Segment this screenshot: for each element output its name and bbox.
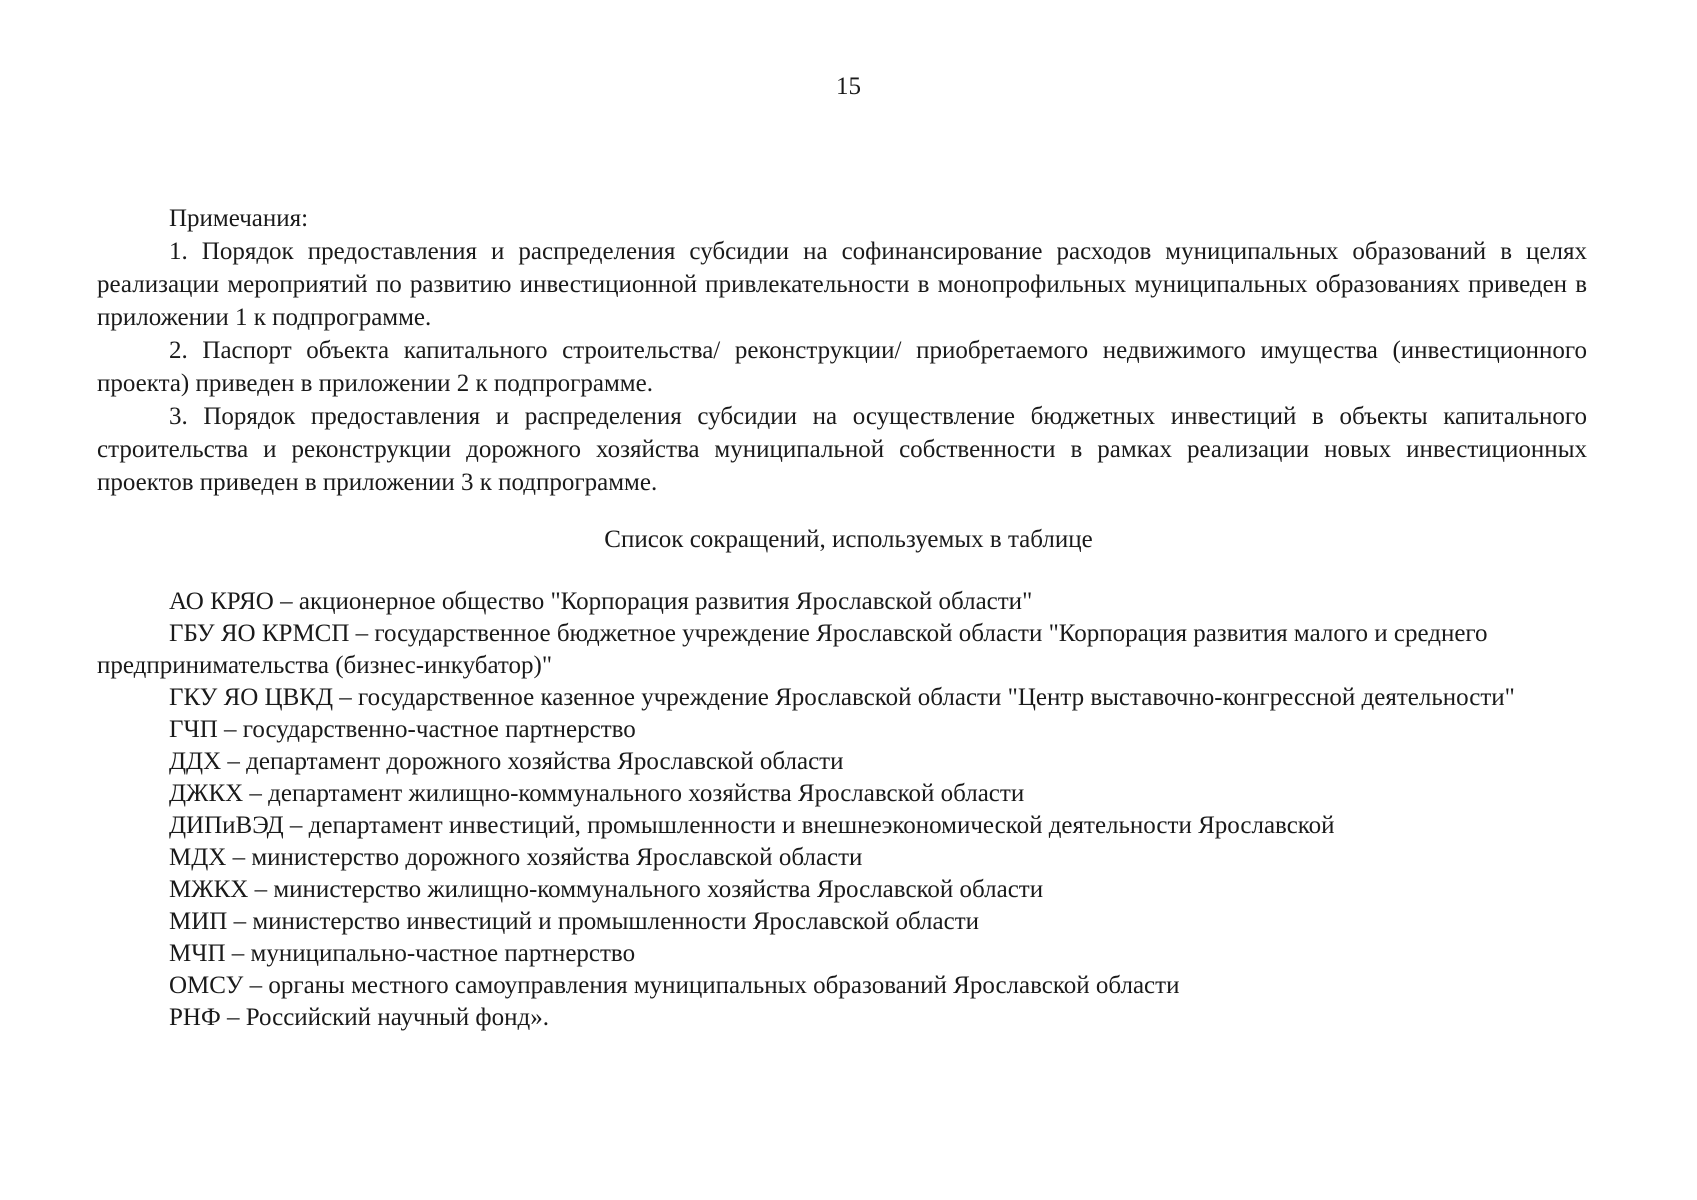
note-item-2: 2. Паспорт объекта капитального строительства/ реконструкции/ приобретаемого недвижимого имущества (инвестиционного проекта) приведен в приложении 2 к подпрограмме.	[97, 337, 1587, 397]
abbreviation-item: ОМСУ – органы местного самоуправления муниципальных образований Ярославской области	[169, 972, 1180, 999]
abbreviation-item: ДИПиВЭД – департамент инвестиций, промышленности и внешнеэкономической деятельности Ярославской	[169, 812, 1335, 839]
abbreviations-list	[97, 586, 1587, 1034]
page-number: 15	[836, 73, 861, 100]
note-item-3: 3. Порядок предоставления и распределения субсидии на осуществление бюджетных инвестиций в объекты капитального строительства и реконструкции дорожного хозяйства муниципальной собственности в рамках реализации новых инвестиционных проектов приведен в приложении 3 к подпрограмме.	[97, 403, 1587, 496]
abbreviation-item: МЧП – муниципально-частное партнерство	[169, 940, 636, 967]
notes-heading: Примечания:	[169, 205, 309, 232]
abbreviation-item: МЖКХ – министерство жилищно-коммунального хозяйства Ярославской области	[169, 876, 1044, 903]
abbreviation-item: МДХ – министерство дорожного хозяйства Ярославской области	[169, 844, 863, 871]
notes-section	[97, 202, 1587, 499]
abbreviation-item: ДДХ – департамент дорожного хозяйства Ярославской области	[169, 748, 844, 775]
abbreviations-title: Список сокращений, используемых в таблице	[604, 526, 1093, 553]
note-item-1: 1. Порядок предоставления и распределения субсидии на софинансирование расходов муниципальных образований в целях реализации мероприятий по развитию инвестиционной привлекательности в монопрофильных муниципальных образованиях приведен в приложении 1 к подпрограмме.	[97, 238, 1587, 331]
abbreviation-item: АО КРЯО – акционерное общество "Корпорация развития Ярославской области"	[169, 588, 1033, 615]
abbreviation-item: ГЧП – государственно-частное партнерство	[169, 716, 636, 743]
abbreviation-item: ГБУ ЯО КРМСП – государственное бюджетное учреждение Ярославской области "Корпорация развития малого и среднего предпринимательства (бизнес-инкубатор)"	[97, 620, 1488, 679]
abbreviation-item: РНФ – Российский научный фонд».	[169, 1004, 549, 1031]
abbreviation-item: МИП – министерство инвестиций и промышленности Ярославской области	[169, 908, 980, 935]
abbreviation-item: ДЖКХ – департамент жилищно-коммунального хозяйства Ярославской области	[169, 780, 1025, 807]
abbreviation-item: ГКУ ЯО ЦВКД – государственное казенное учреждение Ярославской области "Центр выставочно-конгрессной деятельности"	[169, 684, 1515, 711]
